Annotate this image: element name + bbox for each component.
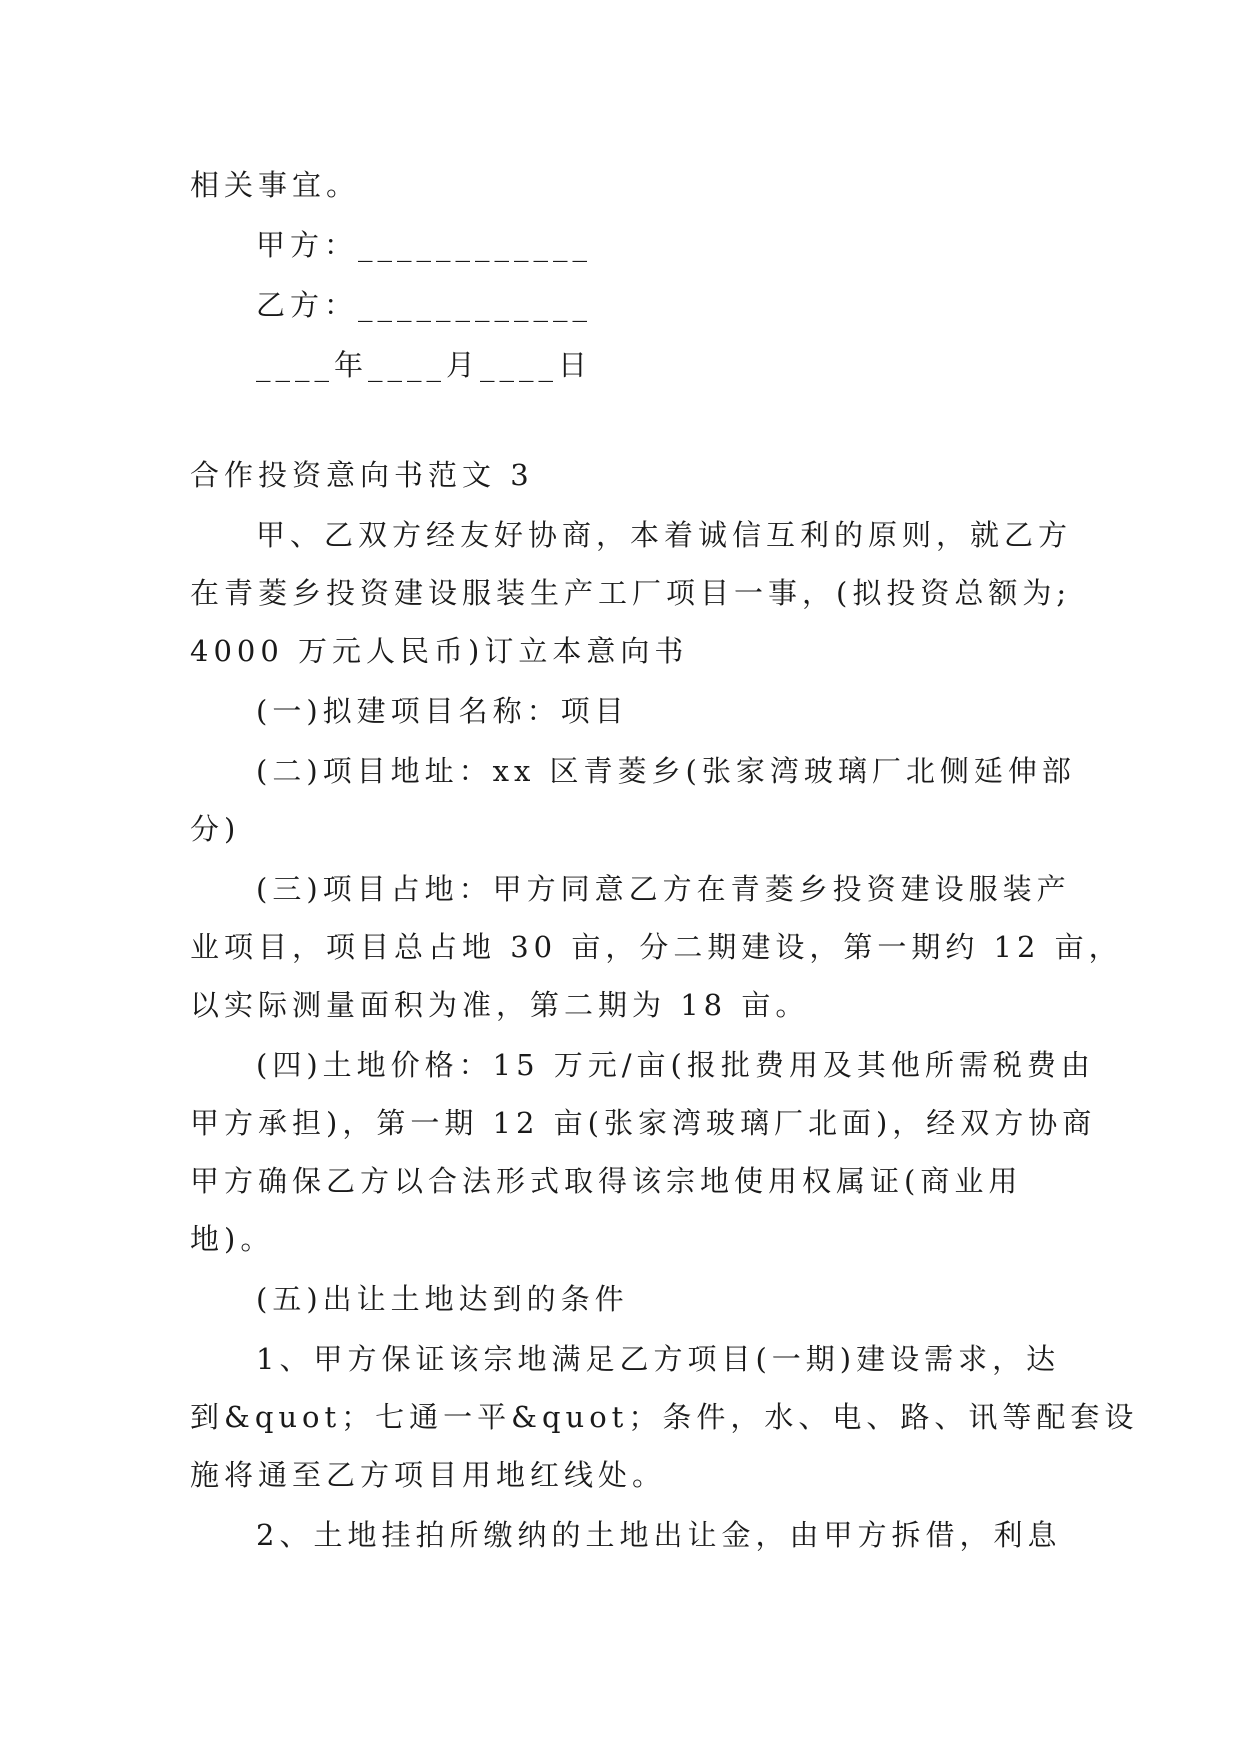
- party-a-signature-line: 甲方：____________: [256, 228, 593, 262]
- party-b-signature-line: 乙方：____________: [256, 288, 593, 322]
- text-line: (二)项目地址：xx 区青菱乡(张家湾玻璃厂北侧延伸部: [256, 754, 1076, 788]
- text-line: (三)项目占地：甲方同意乙方在青菱乡投资建设服装产: [256, 872, 1071, 906]
- text-line: 分): [190, 812, 241, 846]
- text-line: 施将通至乙方项目用地红线处。: [190, 1458, 667, 1492]
- text-line: 甲方确保乙方以合法形式取得该宗地使用权属证(商业用: [190, 1164, 1023, 1198]
- text-line: (五)出让土地达到的条件: [256, 1282, 629, 1316]
- text-line: 以实际测量面积为准，第二期为 18 亩。: [190, 988, 810, 1022]
- text-line: 甲、乙双方经友好协商，本着诚信互利的原则，就乙方: [256, 518, 1073, 552]
- text-line: 1、甲方保证该宗地满足乙方项目(一期)建设需求，达: [256, 1342, 1061, 1376]
- text-line: 4000 万元人民币)订立本意向书: [190, 634, 689, 668]
- text-line: 2、土地挂拍所缴纳的土地出让金，由甲方拆借，利息: [256, 1518, 1062, 1552]
- text-line: (一)拟建项目名称：项目: [256, 694, 629, 728]
- text-line: 甲方承担)，第一期 12 亩(张家湾玻璃厂北面)，经双方协商: [190, 1106, 1097, 1140]
- section-title: 合作投资意向书范文 3: [190, 458, 534, 492]
- text-line: (四)土地价格：15 万元/亩(报批费用及其他所需税费由: [256, 1048, 1095, 1082]
- text-line: 业项目，项目总占地 30 亩，分二期建设，第一期约 12 亩，: [190, 930, 1123, 964]
- text-line: 在青菱乡投资建设服装生产工厂项目一事，(拟投资总额为;: [190, 576, 1072, 610]
- text-line: 到&quot；七通一平&quot；条件，水、电、路、讯等配套设: [190, 1400, 1139, 1434]
- text-line: 相关事宜。: [190, 168, 361, 202]
- text-line: 地)。: [190, 1222, 275, 1256]
- date-line: ____年____月____日: [256, 348, 593, 382]
